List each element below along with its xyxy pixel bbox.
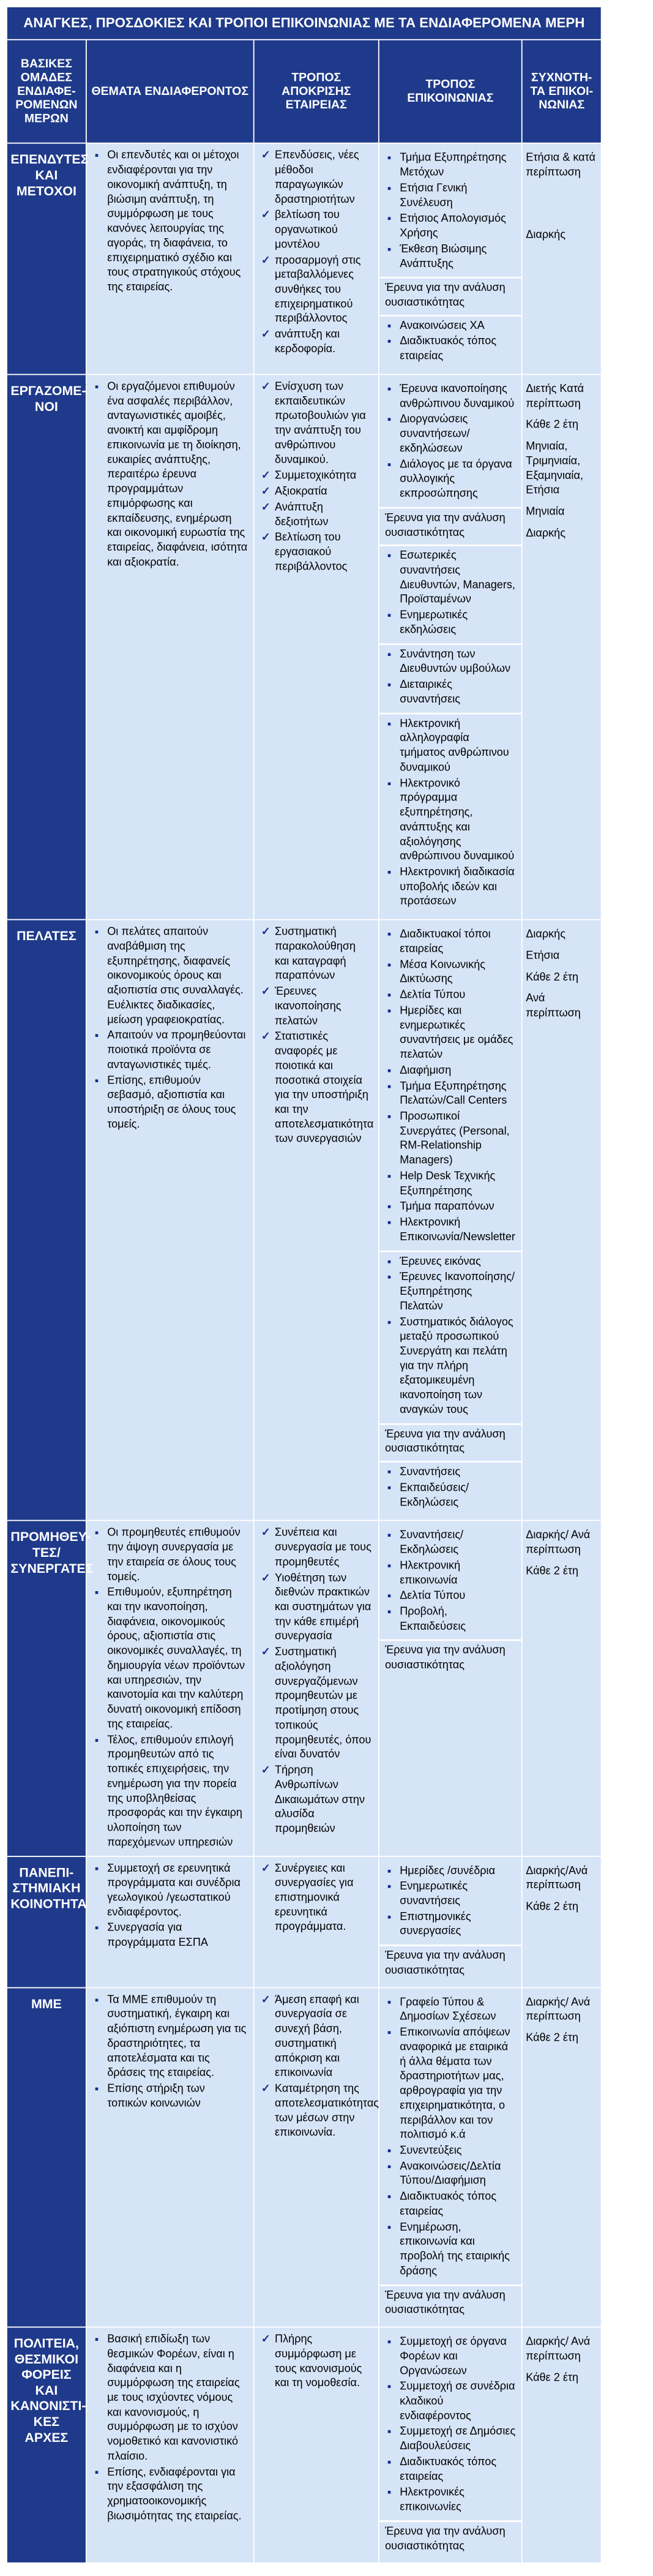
topic-list bbox=[92, 1526, 247, 1850]
table-row bbox=[7, 920, 602, 1521]
materiality-survey-text: Έρευνα για την ανάλυση ουσιαστικότητας bbox=[385, 1949, 506, 1976]
communication-item: ▪ Διεταιρικές συναντήσεις bbox=[385, 677, 515, 707]
communication-item: ▪ Διάλογος με τα όργανα συλλογικής εκπροσώπησης bbox=[385, 458, 515, 502]
communication-block bbox=[379, 1861, 521, 1946]
topic-item: ▪ Επίσης, ενδιαφέρονται για την εξασφάλιση της χρηματοοικονομικής βιωσιμότητας της εταιρείας. bbox=[92, 2465, 247, 2524]
communication-list bbox=[385, 1995, 515, 2278]
response-list bbox=[260, 380, 373, 574]
topic-item: ▪ Τα ΜΜΕ επιθυμούν τη συστηματική, έγκαιρη και αξιόπιστη ενημέρωση για τις δραστηριότητες, τα αποτελέσματα και τις δράσεις της εταιρείας. bbox=[92, 1992, 247, 2080]
communication-item: ▪ Ανακοινώσεις/Δελτία Τύπου/Διαφήμιση bbox=[385, 2160, 515, 2189]
communication-cell bbox=[379, 1856, 522, 1988]
communication-item: ▪ Ανακοινώσεις ΧΑ bbox=[385, 318, 515, 333]
communication-list bbox=[385, 927, 515, 1245]
communication-item: ▪ Συμμετοχή σε Δημόσιες Διαβουλεύσεις bbox=[385, 2425, 515, 2454]
response-item: ✓ Έρευνες ικανοποίησης πελατών bbox=[260, 984, 373, 1028]
communication-block bbox=[379, 2332, 521, 2522]
frequency-cell bbox=[522, 2327, 602, 2563]
communication-cell bbox=[379, 1987, 522, 2327]
communication-item: ▪ Ενημερωτικές συναντήσεις bbox=[385, 1879, 515, 1908]
frequency-value: Ετήσια & κατά περίπτωση bbox=[526, 151, 595, 179]
communication-block bbox=[379, 546, 521, 645]
communication-block bbox=[379, 925, 521, 1252]
communication-list bbox=[385, 1465, 515, 1510]
response-cell bbox=[254, 920, 379, 1521]
frequency-value: Κάθε 2 έτη bbox=[526, 1900, 579, 1913]
communication-item: ▪ Ηλεκτρονικές επικοινωνίες bbox=[385, 2485, 515, 2515]
communication-item: ▪ Διαδικτυακοί τόποι εταιρείας bbox=[385, 927, 515, 957]
communication-item: ▪ Έρευνα ικανοποίησης ανθρώπινου δυναμικού bbox=[385, 382, 515, 411]
response-list bbox=[260, 148, 373, 356]
frequency-value: Διαρκής/ Ανά περίπτωση bbox=[526, 1995, 591, 2023]
stakeholder-group-label: ΠΑΝΕΠΙ-ΣΤΗΜΙΑΚΗ ΚΟΙΝΟΤΗΤΑ bbox=[7, 1856, 86, 1988]
frequency-cell bbox=[522, 1856, 602, 1988]
communication-item: ▪ Συμμετοχή σε συνέδρια κλαδικού ενδιαφέροντος bbox=[385, 2379, 515, 2423]
response-cell bbox=[254, 1856, 379, 1988]
frequency-value: Διαρκής bbox=[526, 526, 565, 540]
response-item: ✓ Καταμέτρηση της αποτελεσματικότητας των μέσων στην επικοινωνία. bbox=[260, 2082, 373, 2141]
materiality-survey-text: Έρευνα για την ανάλυση ουσιαστικότητας bbox=[385, 2525, 506, 2552]
response-item: ✓ Υιοθέτηση των διεθνών πρακτικών και συστημάτων για την κάθε επιμέρή συνεργασία bbox=[260, 1571, 373, 1644]
topics-cell bbox=[86, 1521, 254, 1856]
communication-item: ▪ Εσωτερικές συναντήσεις Διευθυντών, Managers, Προϊσταμένων bbox=[385, 549, 515, 608]
frequency-value: Διαρκής/ Ανά περίπτωση bbox=[526, 2335, 591, 2362]
communication-item: ▪ Τμήμα παραπόνων bbox=[385, 1200, 515, 1215]
response-list bbox=[260, 1526, 373, 1836]
communication-item: ▪ Ηλεκτρονική επικοινωνία bbox=[385, 1559, 515, 1588]
materiality-survey-text: Έρευνα για την ανάλυση ουσιαστικότητας bbox=[385, 1644, 506, 1671]
frequency-value: Κάθε 2 έτη bbox=[526, 2032, 579, 2044]
communication-block bbox=[379, 1946, 521, 1983]
response-item: ✓ ανάπτυξη και κερδοφορία. bbox=[260, 328, 373, 357]
communication-item: ▪ Έρευνες Ικανοποίησης/Εξυπηρέτησης Πελατών bbox=[385, 1270, 515, 1314]
topic-list bbox=[92, 2332, 247, 2523]
response-list bbox=[260, 2332, 373, 2391]
frequency-value: Μηνιαία, Τριμηνιαία, Εξαμηνιαία, Ετήσια bbox=[526, 440, 583, 497]
response-item: ✓ Συνέπεια και συνεργασία με τους προμηθευτές bbox=[260, 1526, 373, 1570]
table-row bbox=[7, 374, 602, 919]
topic-item: ▪ Οι επενδυτές και οι μέτοχοι ενδιαφέρονται για την οικονομική ανάπτυξη, τη βιώσιμη ανάπτυξη, τη συμμόρφωση με τους κανόνες λειτουργίας της αγοράς, τη διαφάνεια, το επιχειρηματικό σχέδιο και τους στρατηγικούς στόχους της εταιρείας. bbox=[92, 148, 247, 295]
communication-cell bbox=[379, 920, 522, 1521]
communication-block bbox=[379, 1526, 521, 1641]
communication-item: ▪ Ηλεκτρονική αλληλογραφία τμήματος ανθρώπινου δυναμικού bbox=[385, 717, 515, 775]
communication-item: ▪ Συμμετοχή σε όργανα Φορέων και Οργανώσεων bbox=[385, 2335, 515, 2379]
communication-item: ▪ Έκθεση Βιώσιμης Ανάπτυξης bbox=[385, 242, 515, 271]
communication-list bbox=[385, 1254, 515, 1417]
materiality-survey-text: Έρευνα για την ανάλυση ουσιαστικότητας bbox=[385, 2289, 506, 2316]
header-topics: ΘΕΜΑΤΑ ΕΝΔΙΑΦΕΡΟΝΤΟΣ bbox=[86, 40, 254, 143]
communication-block bbox=[379, 1641, 521, 1678]
materiality-survey-text: Έρευνα για την ανάλυση ουσιαστικότητας bbox=[385, 1427, 506, 1455]
frequency-cell bbox=[522, 374, 602, 919]
stakeholder-group-label: ΠΟΛΙΤΕΙΑ, ΘΕΣΜΙΚΟΙ ΦΟΡΕΙΣ ΚΑΙ ΚΑΝΟΝΙΣΤΙ-ΚΕΣ ΑΡΧΕΣ bbox=[7, 2327, 86, 2563]
communication-item: ▪ Ηλεκτρονική Επικοινωνία/Newsletter bbox=[385, 1215, 515, 1245]
response-item: ✓ Άμεση επαφή και συνεργασία σε συνεχή βάση, συστηματική απόκριση και επικοινωνία bbox=[260, 1992, 373, 2080]
communication-item: ▪ Επικοινωνία απόψεων αναφορικά με εταιρικά ή άλλα θέματα των δραστηριοτήτων μας, αρθρογραφία για την επιχειρηματικότητα, ο περιβάλλον και τον πολιτισμό κ.ά bbox=[385, 2025, 515, 2142]
topic-item: ▪ Συμμετοχή σε ερευνητικά προγράμματα και συνέδρια γεωλογικού /γεωστατικού ενδιαφέροντος. bbox=[92, 1861, 247, 1920]
topic-list bbox=[92, 148, 247, 295]
communication-list bbox=[385, 647, 515, 707]
topic-list bbox=[92, 1992, 247, 2111]
frequency-value: Κάθε 2 έτη bbox=[526, 2371, 579, 2384]
response-cell bbox=[254, 143, 379, 374]
frequency-value: Διαρκής/Ανά περίπτωση bbox=[526, 1864, 588, 1891]
communication-item: ▪ Ηλεκτρονικό πρόγραμμα εξυπηρέτησης, ανάπτυξης και αξιολόγησης ανθρώπινου δυναμικού bbox=[385, 776, 515, 864]
stakeholder-table-page bbox=[6, 6, 601, 2564]
communication-item: ▪ Δελτία Τύπου bbox=[385, 1589, 515, 1603]
communication-list bbox=[385, 2335, 515, 2515]
communication-block bbox=[379, 2522, 521, 2558]
communication-item: ▪ Ημερίδες και ενημερωτικές συναντήσεις με ομάδες πελατών bbox=[385, 1004, 515, 1063]
frequency-value: Ετήσια bbox=[526, 949, 560, 962]
communication-item: ▪ Ετήσιος Απολογισμός Χρήσης bbox=[385, 211, 515, 241]
stakeholder-group-label: ΕΠΕΝΔΥΤΕΣ ΚΑΙ ΜΕΤΟΧΟΙ bbox=[7, 143, 86, 374]
topic-item: ▪ Επίσης στήριξη των τοπικών κοινωνιών bbox=[92, 2082, 247, 2111]
response-item: ✓ Αξιοκρατία bbox=[260, 484, 373, 499]
communication-item: ▪ Ημερίδες /συνέδρια bbox=[385, 1864, 515, 1878]
response-item: ✓ προσαρμογή στις μεταβαλλόμενες συνθήκες του επιχειρηματικού περιβάλλοντος bbox=[260, 253, 373, 326]
stakeholder-group-label: ΕΡΓΑΖΟΜΕ-ΝΟΙ bbox=[7, 374, 86, 919]
communication-item: ▪ Συστηματικός διάλογος μεταξύ προσωπικού Συνεργάτη και πελάτη για την πλήρη εξατομικευμένη ικανοποίηση των αναγκών τους bbox=[385, 1315, 515, 1417]
communication-item: ▪ Συναντήσεις bbox=[385, 1465, 515, 1480]
topic-list bbox=[92, 925, 247, 1132]
response-item: ✓ Συνέργειες και συνεργασίες για επιστημονικά ερευνητικά προγράμματα. bbox=[260, 1861, 373, 1934]
topics-cell bbox=[86, 1856, 254, 1988]
communication-list bbox=[385, 717, 515, 909]
stakeholder-group-label: ΜΜΕ bbox=[7, 1987, 86, 2327]
communication-item: ▪ Συναντήσεις/Εκδηλώσεις bbox=[385, 1528, 515, 1557]
frequency-value bbox=[526, 184, 597, 225]
response-list bbox=[260, 1992, 379, 2140]
table-row bbox=[7, 143, 602, 374]
communication-item: ▪ Help Desk Τεχνικής Εξυπηρέτησης bbox=[385, 1169, 515, 1199]
communication-block bbox=[379, 380, 521, 509]
table-row bbox=[7, 1987, 602, 2327]
communication-block bbox=[379, 508, 521, 546]
topics-cell bbox=[86, 143, 254, 374]
communication-item: ▪ Συνάντηση των Διευθυντών υμβούλων bbox=[385, 647, 515, 677]
communication-cell bbox=[379, 374, 522, 919]
header-communication-methods: ΤΡΟΠΟΣ ΕΠΙΚΟΙΝΩΝΙΑΣ bbox=[379, 40, 522, 143]
stakeholder-group-label: ΠΕΛΑΤΕΣ bbox=[7, 920, 86, 1521]
communication-item: ▪ Διαδικτυακός τόπος εταιρείας bbox=[385, 2190, 515, 2219]
header-communication-frequency: ΣΥΧΝΟΤΗ-ΤΑ ΕΠΙΚΟΙ-ΝΩΝΙΑΣ bbox=[522, 40, 602, 143]
topic-item: ▪ Οι εργαζόμενοι επιθυμούν ένα ασφαλές περιβάλλον, ανταγωνιστικές αμοιβές, ανοικτή και αμφίδρομη επικοινωνία με τη διοίκηση, ευκαιρίες ανάπτυξης, περαιτέρω έρευνα προγραμμάτων επιμόρφωσης και εκπαίδευσης, ενημέρωση και οικονομική ευρωστία της εταιρείας, διαφάνεια, ισότητα και αξιοκρατία. bbox=[92, 380, 247, 570]
communication-item: ▪ Εκπαιδεύσεις/Εκδηλώσεις bbox=[385, 1480, 515, 1510]
frequency-value: Μηνιαία bbox=[526, 505, 565, 518]
communication-block bbox=[379, 279, 521, 317]
communication-item: ▪ Ηλεκτρονική διαδικασία υποβολής ιδεών και προτάσεων bbox=[385, 865, 515, 909]
frequency-value: Διαρκής bbox=[526, 927, 565, 941]
communication-item: ▪ Προβολή, Εκπαιδεύσεις bbox=[385, 1605, 515, 1634]
communication-item: ▪ Επιστημονικές συνεργασίες bbox=[385, 1910, 515, 1939]
topic-item: ▪ Συνεργασία για προγράμματα ΕΣΠΑ bbox=[92, 1921, 247, 1950]
communication-list bbox=[385, 318, 515, 364]
response-item: ✓ Ανάπτυξη δεξιοτήτων bbox=[260, 500, 373, 529]
communication-item: ▪ Ετήσια Γενική Συνέλευση bbox=[385, 181, 515, 211]
response-cell bbox=[254, 2327, 379, 2563]
frequency-value: Διαρκής/ Ανά περίπτωση bbox=[526, 1528, 591, 1556]
response-cell bbox=[254, 374, 379, 919]
column-header-row bbox=[7, 40, 602, 143]
communication-item: ▪ Δελτία Τύπου bbox=[385, 988, 515, 1003]
frequency-value: Κάθε 2 έτη bbox=[526, 418, 579, 431]
header-stakeholder-groups: ΒΑΣΙΚΕΣ ΟΜΑΔΕΣ ΕΝΔΙΑΦΕ-ΡΟΜΕΝΩΝ ΜΕΡΩΝ bbox=[7, 40, 86, 143]
table-body bbox=[7, 143, 602, 2563]
table-row bbox=[7, 1521, 602, 1856]
response-item: ✓ Επενδύσεις, νέες μέθοδοι παραγωγικών δραστηριοτήτων bbox=[260, 148, 373, 207]
response-cell bbox=[254, 1987, 379, 2327]
communication-block bbox=[379, 645, 521, 714]
communication-item: ▪ Διοργανώσεις συναντήσεων/εκδηλώσεων bbox=[385, 412, 515, 456]
topics-cell bbox=[86, 1987, 254, 2327]
frequency-value: Κάθε 2 έτη bbox=[526, 1564, 579, 1578]
communication-block bbox=[379, 317, 521, 370]
stakeholder-table bbox=[6, 6, 602, 2564]
communication-item: ▪ Έρευνες εικόνας bbox=[385, 1254, 515, 1269]
materiality-survey-text: Έρευνα για την ανάλυση ουσιαστικότητας bbox=[385, 281, 506, 309]
frequency-cell bbox=[522, 920, 602, 1521]
communication-item: ▪ Διαφήμιση bbox=[385, 1063, 515, 1078]
topics-cell bbox=[86, 2327, 254, 2563]
topic-item: ▪ Επίσης, επιθυμούν σεβασμό, αξιοπιστία και υποστήριξη σε όλους τους τομείς. bbox=[92, 1074, 247, 1132]
frequency-value: Διετής Κατά περίπτωση bbox=[526, 382, 584, 410]
communication-list bbox=[385, 1864, 515, 1939]
response-item: ✓ Συμμετοχικότητα bbox=[260, 469, 373, 483]
response-item: ✓ Συστηματική παρακολούθηση και καταγραφή παραπόνων bbox=[260, 925, 373, 984]
topic-item: ▪ Οι πελάτες απαιτούν αναβάθμιση της εξυπηρέτησης, διαφανείς οικονομικούς όρους και αξιοπιστία στις συναλλαγές. Ευέλικτες διαδικασίες, μείωση γραφειοκρατίας. bbox=[92, 925, 247, 1027]
communication-cell bbox=[379, 143, 522, 374]
response-list bbox=[260, 925, 373, 1147]
topic-item: ▪ Απαιτούν να προμηθεύονται ποιοτικά προϊόντα σε ανταγωνιστικές τιμές. bbox=[92, 1028, 247, 1072]
frequency-cell bbox=[522, 1521, 602, 1856]
communication-block bbox=[379, 1425, 521, 1463]
communication-cell bbox=[379, 1521, 522, 1856]
frequency-cell bbox=[522, 1987, 602, 2327]
communication-item: ▪ Διαδικτυακός τόπος εταιρείας bbox=[385, 2455, 515, 2484]
communication-item: ▪ Τμήμα Εξυπηρέτησης Πελατών/Call Centers bbox=[385, 1079, 515, 1109]
communication-block bbox=[379, 2286, 521, 2322]
response-item: ✓ Πλήρης συμμόρφωση με τους κανονισμούς και τη νομοθεσία. bbox=[260, 2332, 373, 2391]
response-item: ✓ Στατιστικές αναφορές με ποιοτικά και ποσοτικά στοιχεία για την υποστήριξη και την αποτελεσματικότητα των συνεργασιών bbox=[260, 1030, 373, 1147]
communication-block bbox=[379, 1463, 521, 1516]
communication-item: ▪ Γραφείο Τύπου & Δημοσίων Σχέσεων bbox=[385, 1995, 515, 2024]
frequency-value: Κάθε 2 έτη bbox=[526, 970, 579, 984]
response-cell bbox=[254, 1521, 379, 1856]
communication-item: ▪ Διαδικτυακός τόπος εταιρείας bbox=[385, 334, 515, 364]
communication-list bbox=[385, 1528, 515, 1634]
topic-item: ▪ Τέλος, επιθυμούν επιλογή προμηθευτών από τις τοπικές επιχειρήσεις, την ενημέρωση για την πορεία της υποβληθείσας προσφοράς και την έγκαιρη υλοποίηση των παρεχόμενων υπηρεσιών bbox=[92, 1733, 247, 1850]
communication-block bbox=[379, 148, 521, 278]
response-item: ✓ βελτίωση του οργανωτικού μοντέλου bbox=[260, 208, 373, 252]
header-company-response: ΤΡΟΠΟΣ ΑΠΟΚΡΙΣΗΣ ΕΤΑΙΡΕΙΑΣ bbox=[254, 40, 379, 143]
stakeholder-group-label: ΠΡΟΜΗΘΕΥ-ΤΕΣ/ ΣΥΝΕΡΓΑΤΕΣ bbox=[7, 1521, 86, 1856]
communication-cell bbox=[379, 2327, 522, 2563]
frequency-value: Ανά περίπτωση bbox=[526, 992, 581, 1020]
communication-item: ▪ Ενημέρωση, επικοινωνία και προβολή της εταιρικής δράσης bbox=[385, 2220, 515, 2279]
topics-cell bbox=[86, 920, 254, 1521]
table-row bbox=[7, 2327, 602, 2563]
topics-cell bbox=[86, 374, 254, 919]
response-item: ✓ Βελτίωση του εργασιακού περιβάλλοντος bbox=[260, 530, 373, 574]
communication-list bbox=[385, 151, 515, 271]
topic-list bbox=[92, 380, 247, 570]
response-list bbox=[260, 1861, 373, 1934]
communication-list bbox=[385, 382, 515, 501]
communication-item: ▪ Ενημερωτικές εκδηλώσεις bbox=[385, 608, 515, 638]
topic-item: ▪ Οι προμηθευτές επιθυμούν την άψογη συνεργασία με την εταιρεία σε όλους τους τομείς. bbox=[92, 1526, 247, 1584]
topic-item: ▪ Επιθυμούν, εξυπηρέτηση και την ικανοποίηση, διαφάνεια, οικονομικούς όρους, αξιοπιστία στις οικονομικές συναλλαγές, τη δημιουργία νέων προϊόντων και υπηρεσιών, την καινοτομία και την καλύτερη δυνατή οικονομική επίδοση της εταιρείας. bbox=[92, 1586, 247, 1732]
table-title: ΑΝΑΓΚΕΣ, ΠΡΟΣΔΟΚΙΕΣ ΚΑΙ ΤΡΟΠΟΙ ΕΠΙΚΟΙΝΩΝΙΑΣ ΜΕ ΤΑ ΕΝΔΙΑΦΕΡΟΜΕΝΑ ΜΕΡΗ bbox=[7, 7, 602, 40]
communication-list bbox=[385, 549, 515, 638]
communication-item: ▪ Προσωπικοί Συνεργάτες (Personal, RM-Relationship Managers) bbox=[385, 1109, 515, 1168]
communication-block bbox=[379, 714, 521, 914]
response-item: ✓ Ενίσχυση των εκπαιδευτικών πρωτοβουλιών για την ανάπτυξη του ανθρώπινου δυναμικού. bbox=[260, 380, 373, 467]
topic-item: ▪ Βασική επιδίωξη των θεσμικών Φορέων, είναι η διαφάνεια και η συμμόρφωση της εταιρείας με τους ισχύοντες νόμους και κανονισμούς, η συμμόρφωση με το ισχύον νομοθετικό και κανονιστικό πλαίσιο. bbox=[92, 2332, 247, 2464]
communication-item: ▪ Τμήμα Εξυπηρέτησης Μετόχων bbox=[385, 151, 515, 180]
communication-item: ▪ Συνεντεύξεις bbox=[385, 2144, 515, 2158]
communication-item: ▪ Μέσα Κοινωνικής Δικτύωσης bbox=[385, 957, 515, 987]
response-item: ✓ Τήρηση Ανθρωπίνων Δικαιωμάτων στην αλυσίδα προμηθειών bbox=[260, 1763, 373, 1836]
communication-block bbox=[379, 1992, 521, 2286]
topic-list bbox=[92, 1861, 247, 1950]
response-item: ✓ Συστηματική αξιολόγηση συνεργαζόμενων προμηθευτών με προτίμηση στους τοπικούς προμηθευτές, όπου είναι δυνατόν bbox=[260, 1645, 373, 1762]
communication-block bbox=[379, 1252, 521, 1425]
frequency-cell bbox=[522, 143, 602, 374]
frequency-value: Διαρκής bbox=[526, 228, 565, 241]
table-row bbox=[7, 1856, 602, 1988]
materiality-survey-text: Έρευνα για την ανάλυση ουσιαστικότητας bbox=[385, 511, 506, 539]
